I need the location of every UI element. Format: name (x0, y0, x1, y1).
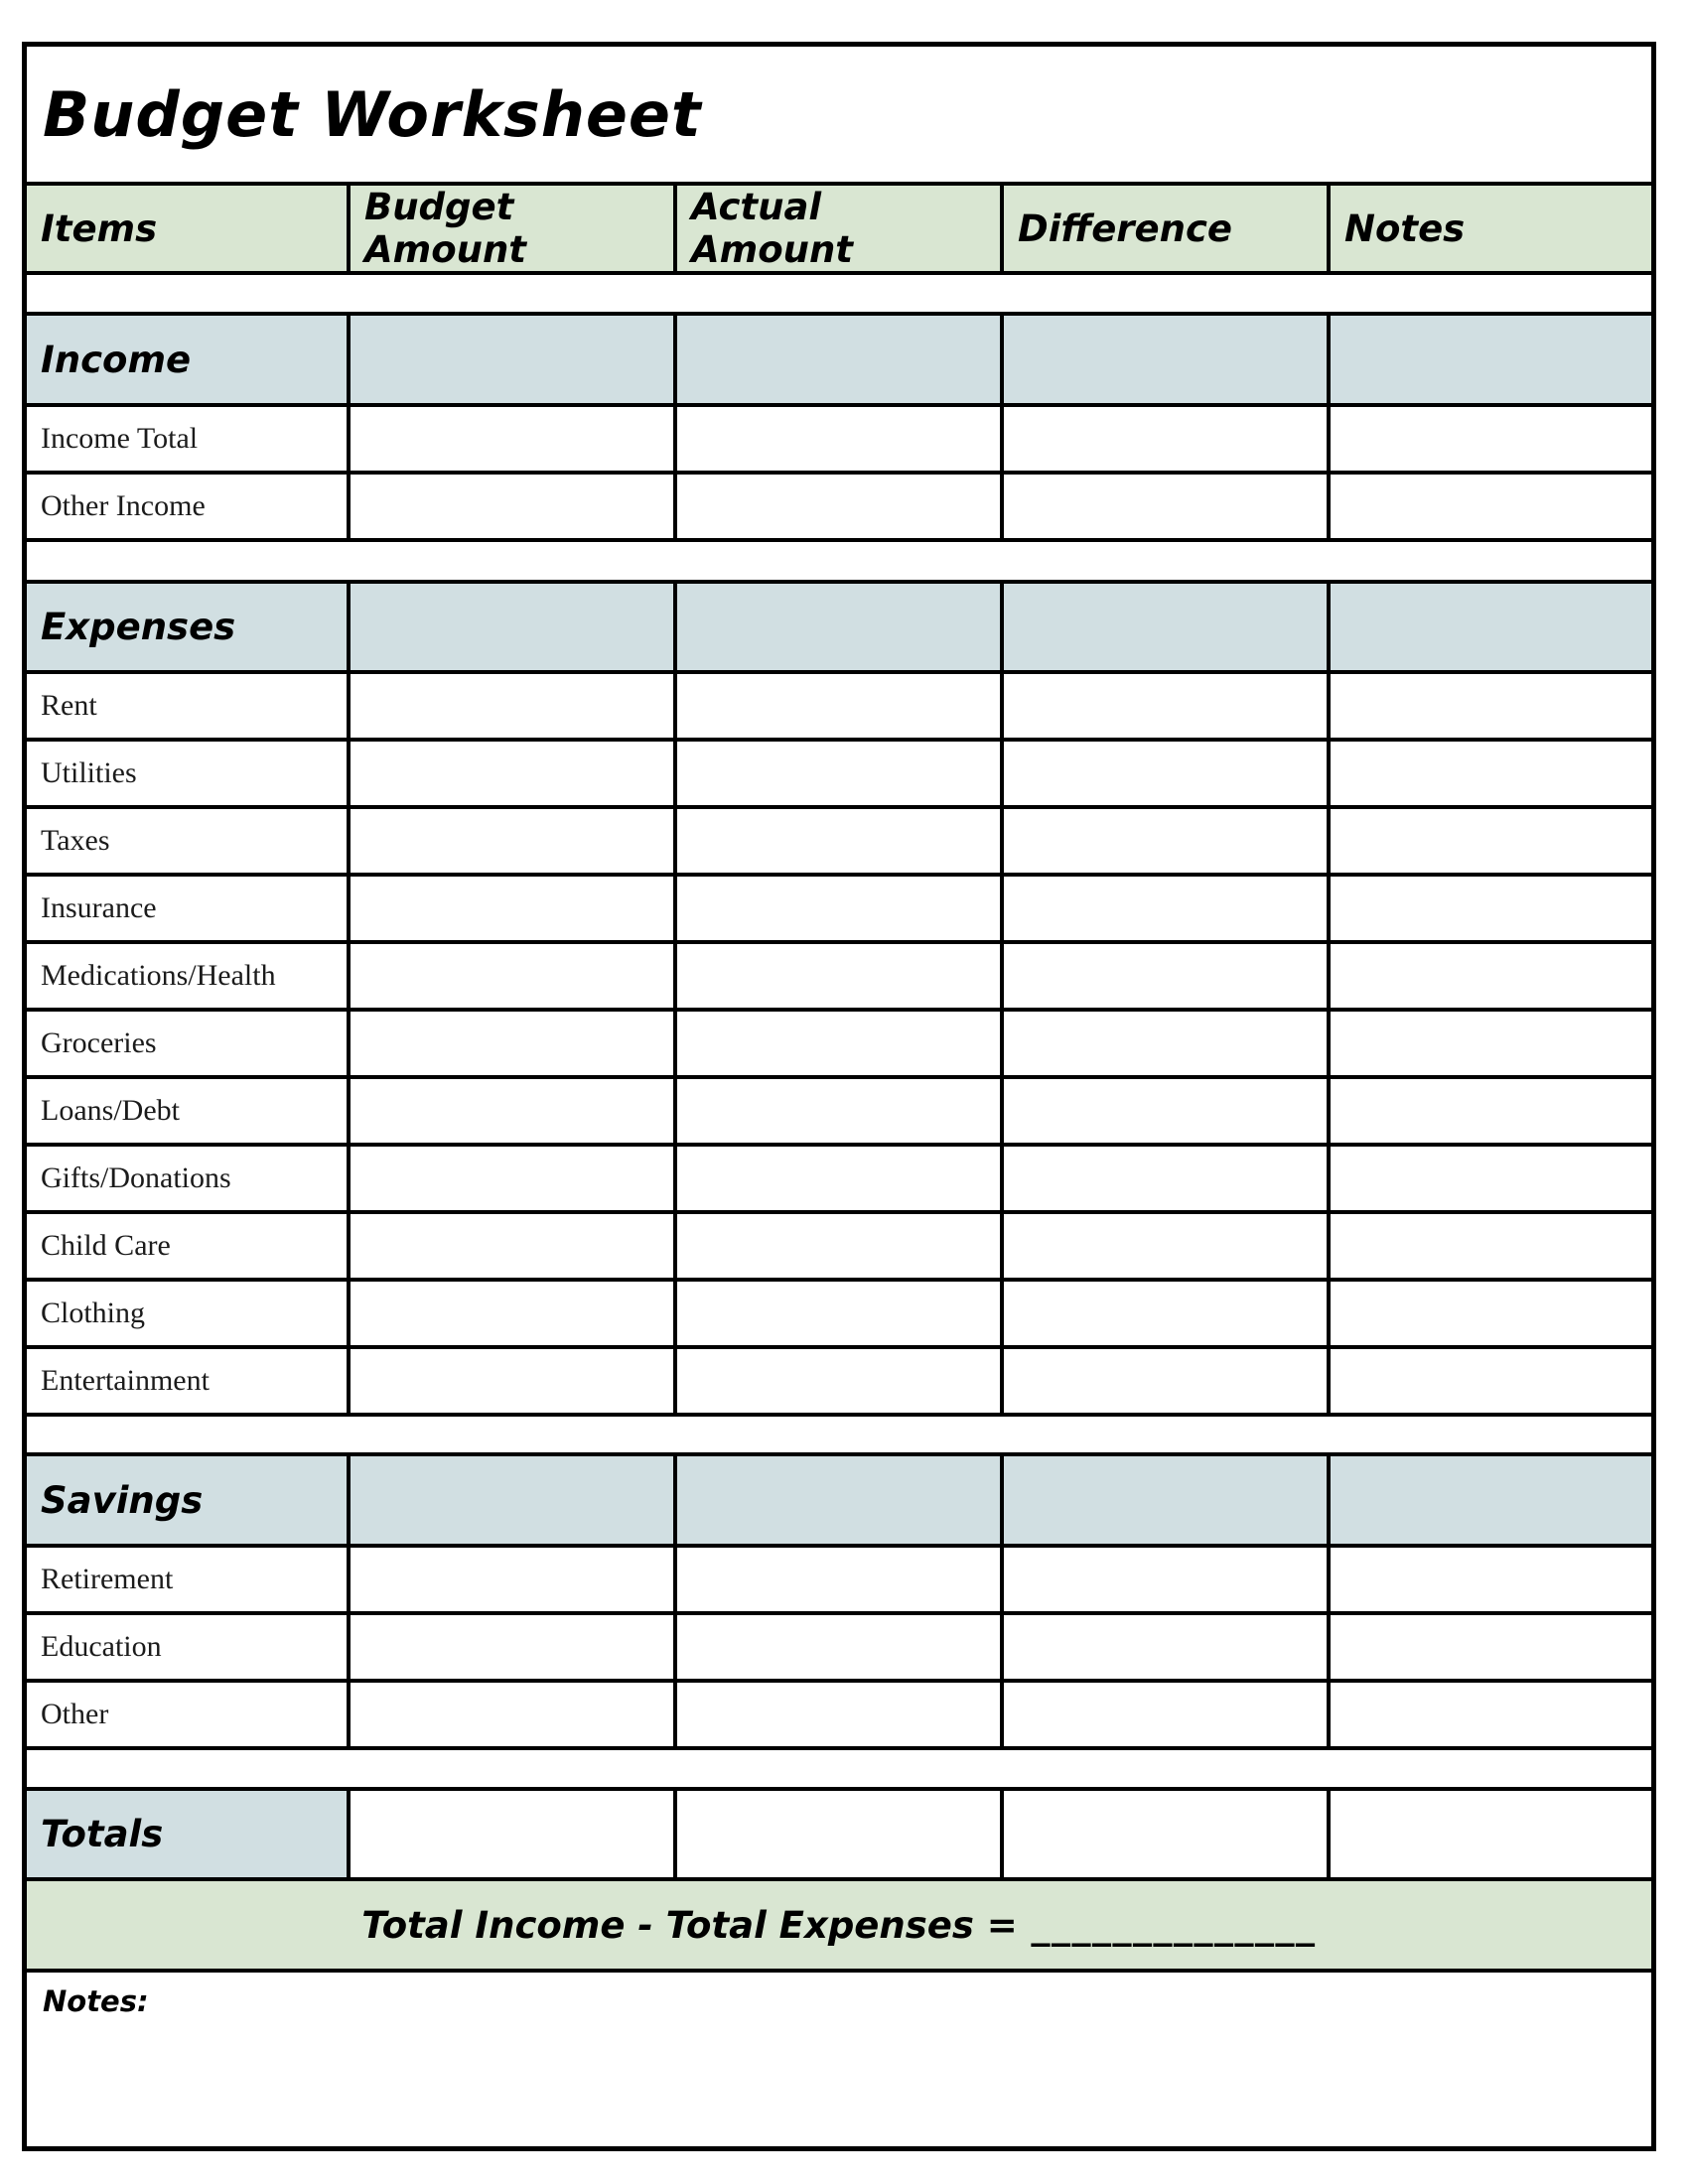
income-header-notes-cell (1331, 316, 1651, 403)
row-label-other-income: Other Income (27, 475, 351, 538)
row-other-savings (27, 1683, 1651, 1750)
row-label-income-total: Income Total (27, 407, 351, 471)
medications-health-actual-cell[interactable] (677, 944, 1004, 1008)
medications-health-budget-cell[interactable] (351, 944, 677, 1008)
budget-worksheet-sheet (22, 42, 1656, 2151)
row-label-medications-health: Medications/Health (27, 944, 351, 1008)
other-savings-budget-cell[interactable] (351, 1683, 677, 1746)
section-header-savings (27, 1456, 1651, 1548)
savings-header-notes-cell (1331, 1456, 1651, 1544)
groceries-difference-cell[interactable] (1004, 1012, 1331, 1075)
income-total-actual-cell[interactable] (677, 407, 1004, 471)
other-savings-difference-cell[interactable] (1004, 1683, 1331, 1746)
education-actual-cell[interactable] (677, 1615, 1004, 1679)
row-medications-health (27, 944, 1651, 1012)
summary-blank-line[interactable]: ______________ (1031, 1903, 1317, 1947)
income-total-difference-cell[interactable] (1004, 407, 1331, 471)
groceries-notes-cell[interactable] (1331, 1012, 1651, 1075)
notes-area[interactable] (27, 1973, 1651, 2146)
other-income-notes-cell[interactable] (1331, 475, 1651, 538)
row-label-rent: Rent (27, 674, 351, 738)
row-label-education: Education (27, 1615, 351, 1679)
child-care-budget-cell[interactable] (351, 1214, 677, 1278)
clothing-difference-cell[interactable] (1004, 1282, 1331, 1345)
taxes-actual-cell[interactable] (677, 809, 1004, 873)
utilities-actual-cell[interactable] (677, 742, 1004, 805)
insurance-actual-cell[interactable] (677, 877, 1004, 940)
gifts-donations-notes-cell[interactable] (1331, 1147, 1651, 1210)
row-label-other-savings: Other (27, 1683, 351, 1746)
child-care-notes-cell[interactable] (1331, 1214, 1651, 1278)
medications-health-difference-cell[interactable] (1004, 944, 1331, 1008)
row-label-clothing: Clothing (27, 1282, 351, 1345)
insurance-notes-cell[interactable] (1331, 877, 1651, 940)
loans-debt-budget-cell[interactable] (351, 1079, 677, 1143)
row-gifts-donations (27, 1147, 1651, 1214)
section-label-income: Income (27, 316, 351, 403)
utilities-difference-cell[interactable] (1004, 742, 1331, 805)
clothing-actual-cell[interactable] (677, 1282, 1004, 1345)
column-header-items: Items (27, 186, 351, 271)
column-header-actual-amount: Actual Amount (677, 186, 1004, 271)
clothing-budget-cell[interactable] (351, 1282, 677, 1345)
summary-band (27, 1881, 1651, 1973)
retirement-difference-cell[interactable] (1004, 1548, 1331, 1611)
row-other-income (27, 475, 1651, 542)
groceries-budget-cell[interactable] (351, 1012, 677, 1075)
row-insurance (27, 877, 1651, 944)
row-label-insurance: Insurance (27, 877, 351, 940)
row-label-groceries: Groceries (27, 1012, 351, 1075)
totals-actual-cell[interactable] (677, 1791, 1004, 1877)
section-header-income (27, 316, 1651, 407)
row-label-entertainment: Entertainment (27, 1349, 351, 1413)
taxes-notes-cell[interactable] (1331, 809, 1651, 873)
retirement-notes-cell[interactable] (1331, 1548, 1651, 1611)
other-savings-notes-cell[interactable] (1331, 1683, 1651, 1746)
rent-difference-cell[interactable] (1004, 674, 1331, 738)
utilities-notes-cell[interactable] (1331, 742, 1651, 805)
row-label-taxes: Taxes (27, 809, 351, 873)
row-label-child-care: Child Care (27, 1214, 351, 1278)
groceries-actual-cell[interactable] (677, 1012, 1004, 1075)
section-spacer (27, 542, 1651, 584)
totals-row (27, 1791, 1651, 1881)
other-savings-actual-cell[interactable] (677, 1683, 1004, 1746)
row-utilities (27, 742, 1651, 809)
rent-actual-cell[interactable] (677, 674, 1004, 738)
education-notes-cell[interactable] (1331, 1615, 1651, 1679)
loans-debt-actual-cell[interactable] (677, 1079, 1004, 1143)
row-rent (27, 674, 1651, 742)
totals-difference-cell[interactable] (1004, 1791, 1331, 1877)
page-title: Budget Worksheet (43, 77, 702, 151)
column-header-notes: Notes (1344, 206, 1466, 250)
expenses-header-notes-cell (1331, 584, 1651, 670)
retirement-actual-cell[interactable] (677, 1548, 1004, 1611)
retirement-budget-cell[interactable] (351, 1548, 677, 1611)
row-taxes (27, 809, 1651, 877)
expenses-header-actual-cell (677, 584, 1004, 670)
row-label-loans-debt: Loans/Debt (27, 1079, 351, 1143)
gifts-donations-budget-cell[interactable] (351, 1147, 677, 1210)
row-label-utilities: Utilities (27, 742, 351, 805)
rent-budget-cell[interactable] (351, 674, 677, 738)
expenses-header-budget-cell (351, 584, 677, 670)
rent-notes-cell[interactable] (1331, 674, 1651, 738)
title-band (27, 47, 1651, 186)
insurance-budget-cell[interactable] (351, 877, 677, 940)
insurance-difference-cell[interactable] (1004, 877, 1331, 940)
row-clothing (27, 1282, 1651, 1349)
loans-debt-difference-cell[interactable] (1004, 1079, 1331, 1143)
row-child-care (27, 1214, 1651, 1282)
utilities-budget-cell[interactable] (351, 742, 677, 805)
loans-debt-notes-cell[interactable] (1331, 1079, 1651, 1143)
section-label-expenses: Expenses (27, 584, 351, 670)
taxes-difference-cell[interactable] (1004, 809, 1331, 873)
gifts-donations-actual-cell[interactable] (677, 1147, 1004, 1210)
row-entertainment (27, 1349, 1651, 1417)
income-total-budget-cell[interactable] (351, 407, 677, 471)
taxes-budget-cell[interactable] (351, 809, 677, 873)
child-care-actual-cell[interactable] (677, 1214, 1004, 1278)
income-header-actual-cell (677, 316, 1004, 403)
clothing-notes-cell[interactable] (1331, 1282, 1651, 1345)
column-header-row (27, 186, 1651, 275)
medications-health-notes-cell[interactable] (1331, 944, 1651, 1008)
entertainment-notes-cell[interactable] (1331, 1349, 1651, 1413)
summary-formula-label: Total Income - Total Expenses = (361, 1903, 1018, 1947)
other-income-actual-cell[interactable] (677, 475, 1004, 538)
income-total-notes-cell[interactable] (1331, 407, 1651, 471)
column-header-difference: Difference (1004, 186, 1331, 271)
totals-label: Totals (27, 1791, 351, 1877)
section-spacer (27, 275, 1651, 316)
entertainment-actual-cell[interactable] (677, 1349, 1004, 1413)
child-care-difference-cell[interactable] (1004, 1214, 1331, 1278)
row-label-retirement: Retirement (27, 1548, 351, 1611)
entertainment-budget-cell[interactable] (351, 1349, 677, 1413)
row-income-total (27, 407, 1651, 475)
gifts-donations-difference-cell[interactable] (1004, 1147, 1331, 1210)
row-groceries (27, 1012, 1651, 1079)
savings-header-actual-cell (677, 1456, 1004, 1544)
notes-label: Notes: (43, 1984, 149, 2018)
row-label-gifts-donations: Gifts/Donations (27, 1147, 351, 1210)
row-retirement (27, 1548, 1651, 1615)
education-budget-cell[interactable] (351, 1615, 677, 1679)
section-label-savings: Savings (27, 1456, 351, 1544)
income-header-difference-cell (1004, 316, 1331, 403)
section-spacer (27, 1417, 1651, 1456)
totals-notes-cell[interactable] (1331, 1791, 1651, 1877)
other-income-difference-cell[interactable] (1004, 475, 1331, 538)
row-loans-debt (27, 1079, 1651, 1147)
section-header-expenses (27, 584, 1651, 674)
row-education (27, 1615, 1651, 1683)
expenses-header-difference-cell (1004, 584, 1331, 670)
section-spacer (27, 1750, 1651, 1791)
savings-header-difference-cell (1004, 1456, 1331, 1544)
totals-budget-cell[interactable] (351, 1791, 677, 1877)
savings-header-budget-cell (351, 1456, 677, 1544)
other-income-budget-cell[interactable] (351, 475, 677, 538)
column-header-budget-amount: Budget Amount (351, 186, 677, 271)
entertainment-difference-cell[interactable] (1004, 1349, 1331, 1413)
education-difference-cell[interactable] (1004, 1615, 1331, 1679)
income-header-budget-cell (351, 316, 677, 403)
